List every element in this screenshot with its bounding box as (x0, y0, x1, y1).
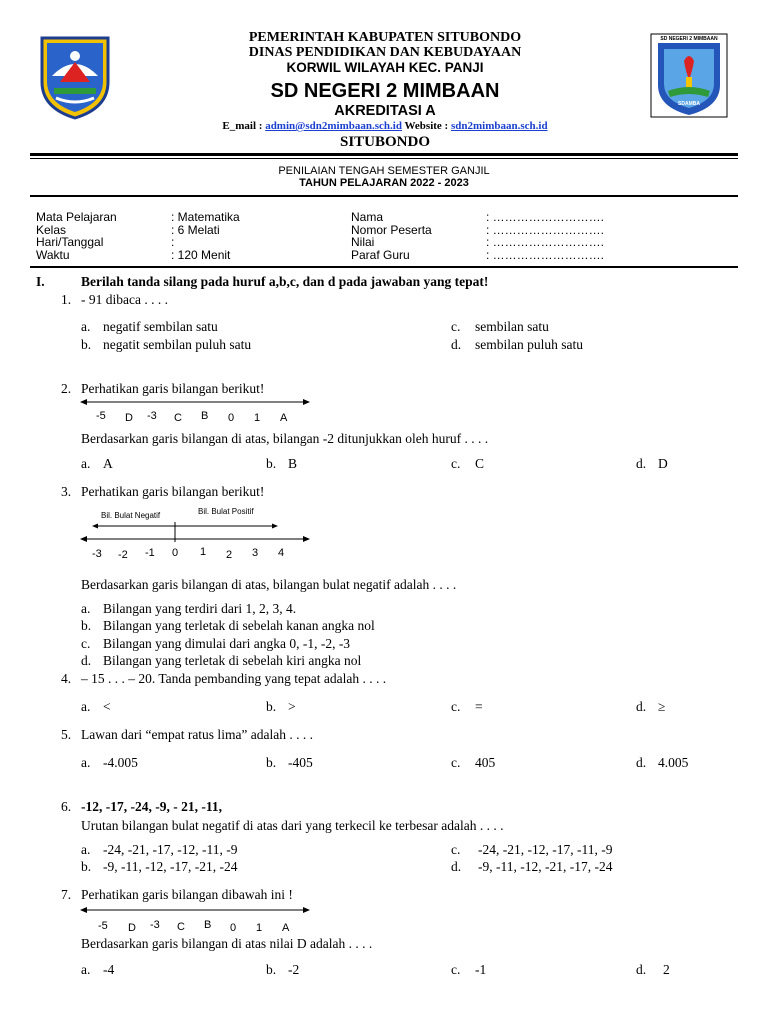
q4-option-c[interactable]: c. = (451, 699, 483, 714)
q3-text: Perhatikan garis bilangan berikut! (81, 484, 265, 499)
q2-option-b[interactable]: b. B (266, 456, 298, 471)
q5-option-c[interactable]: c. 405 (451, 755, 496, 770)
q2-line-label-2: D (125, 412, 133, 424)
q4-option-d[interactable]: d. ≥ (636, 699, 666, 714)
q7-text: Perhatikan garis bilangan dibawah ini ! (81, 887, 293, 902)
exam-year: TAHUN PELAJARAN 2022 - 2023 (299, 177, 469, 189)
q3-line-label-2: -2 (118, 549, 128, 561)
q6-text: -12, -17, -24, -9, - 21, -11, (81, 799, 222, 814)
left-logo (38, 32, 112, 120)
q6-text2: Urutan bilangan bulat negatif di atas dari yang terkecil ke terbesar adalah . . . . (81, 818, 504, 833)
info-label-class: Kelas (36, 222, 67, 237)
header-line1: PEMERINTAH KABUPATEN SITUBONDO (248, 30, 522, 45)
header-line3: KORWIL WILAYAH KEC. PANJI (286, 60, 484, 75)
info-rule (30, 266, 738, 268)
q2-line-label-8: A (280, 412, 288, 424)
right-logo-top-text: SD NEGERI 2 MIMBAAN (660, 36, 718, 42)
q2-text2: Berdasarkan garis bilangan di atas, bilangan -2 ditunjukkan oleh huruf . . . . (81, 431, 489, 446)
q3-positive-label: Bil. Bulat Positif (198, 507, 254, 516)
q2-option-d[interactable]: d. D (636, 456, 668, 471)
info-label-signature: Paraf Guru (351, 247, 410, 262)
q7-number-line (80, 904, 310, 916)
info-value-subject: : Matematika (171, 210, 240, 224)
q3-number-line (80, 520, 310, 550)
header-line2: DINAS PENDIDIKAN DAN KEBUDAYAAN (248, 45, 522, 60)
q7-line-label-6: 0 (230, 922, 237, 934)
right-logo-bottom-text: SDAMBA (678, 101, 700, 107)
q3-line-label-3: -1 (145, 547, 155, 559)
q6-option-b[interactable]: b. -9, -11, -12, -17, -21, -24 (81, 859, 238, 874)
q3-line-label-8: 4 (278, 547, 285, 559)
q2-line-label-1: -5 (96, 410, 106, 422)
info-value-date: : (171, 235, 175, 249)
q6-option-d[interactable]: d. -9, -11, -12, -21, -17, -24 (451, 859, 613, 874)
q5-option-d[interactable]: d. 4.005 (636, 755, 689, 770)
q5-option-a[interactable]: a. -4.005 (81, 755, 138, 770)
q7-option-b[interactable]: b. -2 (266, 962, 300, 977)
website-link[interactable]: sdn2mimbaan.sch.id (450, 120, 548, 132)
info-label-subject: Mata Pelajaran (36, 210, 117, 224)
q6-number: 6. (61, 799, 72, 814)
q1-option-c[interactable]: c. sembilan satu (451, 319, 549, 334)
q1-number: 1. (61, 292, 72, 307)
q7-line-label-8: A (282, 922, 290, 934)
q1-option-a[interactable]: a. negatif sembilan satu (81, 319, 218, 334)
q1-option-b[interactable]: b. negatit sembilan puluh satu (81, 337, 252, 352)
header-rule-thin (30, 158, 738, 159)
q3-number: 3. (61, 484, 72, 499)
q7-option-c[interactable]: c. -1 (451, 962, 487, 977)
q3-line-label-4: 0 (172, 547, 179, 559)
info-label-name: Nama (351, 210, 384, 224)
section-instruction: Berilah tanda silang pada huruf a,b,c, dan d pada jawaban yang tepat! (81, 274, 489, 289)
section-number: I. (36, 274, 45, 289)
info-value-class: : 6 Melati (171, 222, 220, 237)
q2-option-a[interactable]: a. A (81, 456, 113, 471)
exam-title: PENILAIAN TENGAH SEMESTER GANJIL (278, 165, 490, 177)
info-right (351, 210, 651, 260)
email-link[interactable]: admin@sdn2mimbaan.sch.id (265, 120, 402, 132)
right-logo (650, 33, 728, 118)
q5-number: 5. (61, 727, 72, 742)
q2-line-label-7: 1 (254, 412, 261, 424)
q7-text2: Berdasarkan garis bilangan di atas nilai D adalah . . . . (81, 936, 373, 951)
q4-number: 4. (61, 671, 72, 686)
city: SITUBONDO (339, 134, 431, 150)
info-value-time: : 120 Menit (171, 247, 231, 262)
info-field-number[interactable]: : ………………………. (486, 222, 605, 237)
q5-text: Lawan dari “empat ratus lima” adalah . . . . (81, 727, 314, 742)
info-label-time: Waktu (36, 247, 70, 262)
q1-text: - 91 dibaca . . . . (81, 292, 168, 307)
q7-line-label-4: C (177, 921, 185, 933)
q2-line-label-4: C (174, 412, 182, 424)
q3-text2: Berdasarkan garis bilangan di atas, bilangan bulat negatif adalah . . . . (81, 577, 457, 592)
q3-line-label-5: 1 (200, 546, 207, 558)
info-field-name[interactable]: : ………………………. (486, 210, 605, 224)
q5-option-b[interactable]: b. -405 (266, 755, 313, 770)
q3-option-d[interactable]: d. Bilangan yang terletak di sebelah kiri angka nol (81, 653, 362, 668)
q2-line-label-3: -3 (147, 410, 157, 422)
q3-negative-label: Bil. Bulat Negatif (101, 511, 161, 520)
q4-option-a[interactable]: a. < (81, 699, 111, 714)
q2-number-line (80, 396, 310, 408)
q3-line-label-6: 2 (226, 549, 233, 561)
q7-number: 7. (61, 887, 72, 902)
q4-option-b[interactable]: b. > (266, 699, 296, 714)
q3-line-label-7: 3 (252, 547, 259, 559)
title-rule (30, 195, 738, 197)
q7-line-label-1: -5 (98, 920, 108, 932)
q2-text: Perhatikan garis bilangan berikut! (81, 381, 265, 396)
q7-option-d[interactable]: d. 2 (636, 962, 670, 977)
q7-line-label-2: D (128, 922, 136, 934)
info-label-number: Nomor Peserta (351, 222, 432, 237)
accreditation: AKREDITASI A (334, 103, 436, 119)
info-field-signature[interactable]: : ………………………. (486, 247, 605, 262)
q7-option-a[interactable]: a. -4 (81, 962, 115, 977)
q2-number: 2. (61, 381, 72, 396)
q3-option-a[interactable]: a. Bilangan yang terdiri dari 1, 2, 3, 4. (81, 601, 297, 616)
q3-option-b[interactable]: b. Bilangan yang terletak di sebelah kanan angka nol (81, 618, 375, 633)
q3-line-label-1: -3 (92, 548, 102, 560)
q1-option-d[interactable]: d. sembilan puluh satu (451, 337, 583, 352)
q2-option-c[interactable]: c. C (451, 456, 485, 471)
q4-text: – 15 . . . – 20. Tanda pembanding yang tepat adalah . . . . (81, 671, 387, 686)
q3-option-c[interactable]: c. Bilangan yang dimulai dari angka 0, -1, -2, -3 (81, 636, 351, 651)
q6-option-c[interactable]: c. -24, -21, -12, -17, -11, -9 (451, 842, 613, 857)
q2-line-label-6: 0 (228, 412, 235, 424)
school-name: SD NEGERI 2 MIMBAAN (270, 80, 500, 102)
contact-line (140, 120, 630, 133)
q7-line-label-3: -3 (150, 919, 160, 931)
q7-line-label-7: 1 (256, 922, 263, 934)
header-rule-thick (30, 153, 738, 156)
q2-line-label-5: B (201, 410, 209, 422)
info-label-date: Hari/Tanggal (36, 235, 104, 249)
info-field-score[interactable]: : ………………………. (486, 235, 605, 249)
info-label-score: Nilai (351, 235, 375, 249)
website-label: Website : (404, 120, 449, 132)
q7-line-label-5: B (204, 919, 212, 931)
info-left (36, 210, 336, 260)
q6-option-a[interactable]: a. -24, -21, -17, -12, -11, -9 (81, 842, 238, 857)
email-label: E_mail : (222, 120, 263, 132)
